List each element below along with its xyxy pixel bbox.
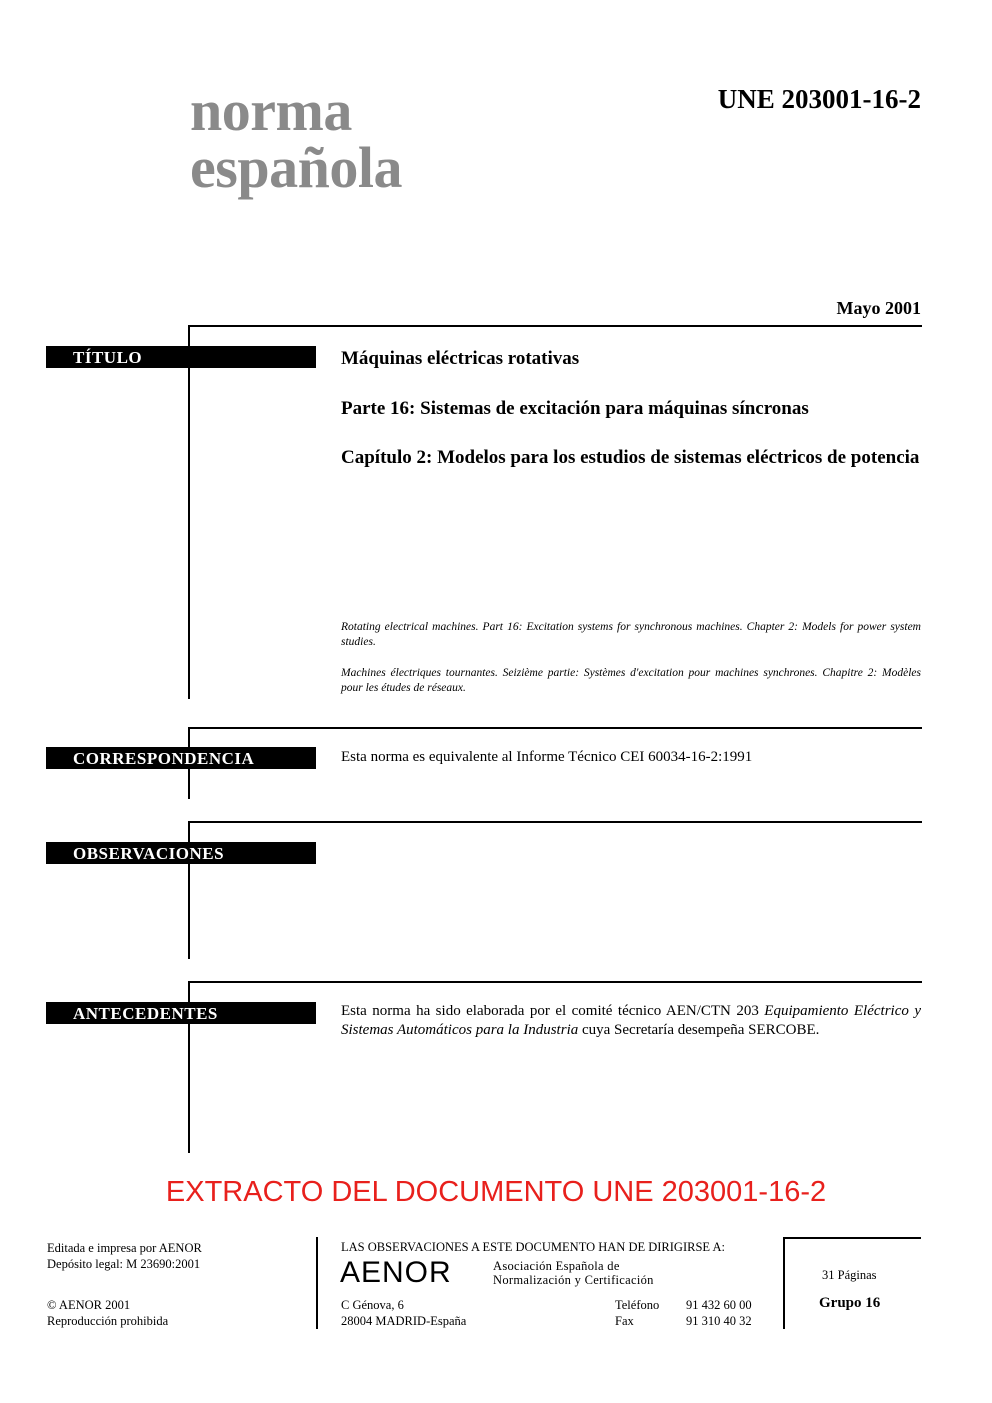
brand-title (190, 78, 402, 200)
title-main: Máquinas eléctricas rotativas (341, 348, 580, 369)
brand-line-1: norma (190, 78, 352, 143)
correspondencia-text: Esta norma es equivalente al Informe Técnico CEI 60034-16-2:1991 (341, 749, 753, 765)
section-label-antecedentes: ANTECEDENTES (46, 1002, 316, 1024)
section-divider (188, 821, 922, 823)
pages-box-top (783, 1237, 921, 1239)
extract-notice: EXTRACTO DEL DOCUMENTO UNE 203001-16-2 (165, 1176, 827, 1208)
pages-box-side (783, 1237, 785, 1329)
address-city: 28004 MADRID-España (341, 1314, 467, 1328)
title-english: Rotating electrical machines. Part 16: Excitation systems for synchronous machines. Chapter 2: Models for power system studies. (341, 621, 921, 648)
title-part: Parte 16: Sistemas de excitación para máquinas síncronas (341, 398, 809, 419)
antecedentes-text-end: cuya Secretaría desempeña SERCOBE. (578, 1022, 820, 1038)
price-group: Grupo 16 (819, 1295, 881, 1311)
phone-label: Teléfono (615, 1298, 660, 1312)
footer-copyright: © AENOR 2001 (47, 1298, 131, 1312)
fax-label: Fax (615, 1314, 634, 1328)
footer-reproduction: Reproducción prohibida (47, 1314, 169, 1328)
section-divider (188, 325, 922, 327)
assoc-line-2: Normalización y Certificación (493, 1273, 654, 1287)
section-rule (188, 325, 190, 699)
aenor-association (493, 1259, 654, 1287)
footer-rights (47, 1297, 168, 1329)
section-label-correspondencia: CORRESPONDENCIA (46, 747, 316, 769)
footer-edition (47, 1240, 202, 1272)
title-french: Machines électriques tournantes. Seizième partie: Systèmes d'excitation pour machines synchrones. Chapitre 2: Modèles pour les études de réseaux. (341, 667, 921, 694)
section-label-titulo: TÍTULO (46, 346, 316, 368)
section-divider (188, 981, 922, 983)
standard-code: UNE 203001-16-2 (717, 84, 921, 114)
antecedentes-text (341, 1002, 921, 1040)
footer-edited: Editada e impresa por AENOR (47, 1241, 202, 1255)
committee-name: Equipamiento Eléctrico y Sistemas Automáticos para la Industria (341, 1003, 921, 1038)
page-count: 31 Páginas (822, 1268, 877, 1282)
assoc-line-1: Asociación Española de (493, 1259, 620, 1273)
observations-header: LAS OBSERVACIONES A ESTE DOCUMENTO HAN DE DIRIGIRSE A: (341, 1240, 725, 1254)
footer-rule (316, 1237, 318, 1329)
section-label-observaciones: OBSERVACIONES (46, 842, 316, 864)
phone-number: 91 432 60 00 (686, 1298, 752, 1312)
title-chapter: Capítulo 2: Modelos para los estudios de sistemas eléctricos de potencia (341, 447, 920, 468)
address-street: C Génova, 6 (341, 1298, 404, 1312)
footer-address (341, 1297, 466, 1329)
footer-deposit: Depósito legal: M 23690:2001 (47, 1257, 201, 1271)
brand-line-2: española (190, 135, 402, 200)
section-divider (188, 727, 922, 729)
footer-contact-values (686, 1297, 752, 1329)
footer-contact-labels (615, 1297, 659, 1329)
publication-date: Mayo 2001 (836, 298, 921, 318)
fax-number: 91 310 40 32 (686, 1314, 752, 1328)
aenor-logo: AENOR (340, 1256, 452, 1289)
antecedentes-text-start: Esta norma ha sido elaborada por el comité técnico AEN/CTN 203 (341, 1003, 765, 1019)
